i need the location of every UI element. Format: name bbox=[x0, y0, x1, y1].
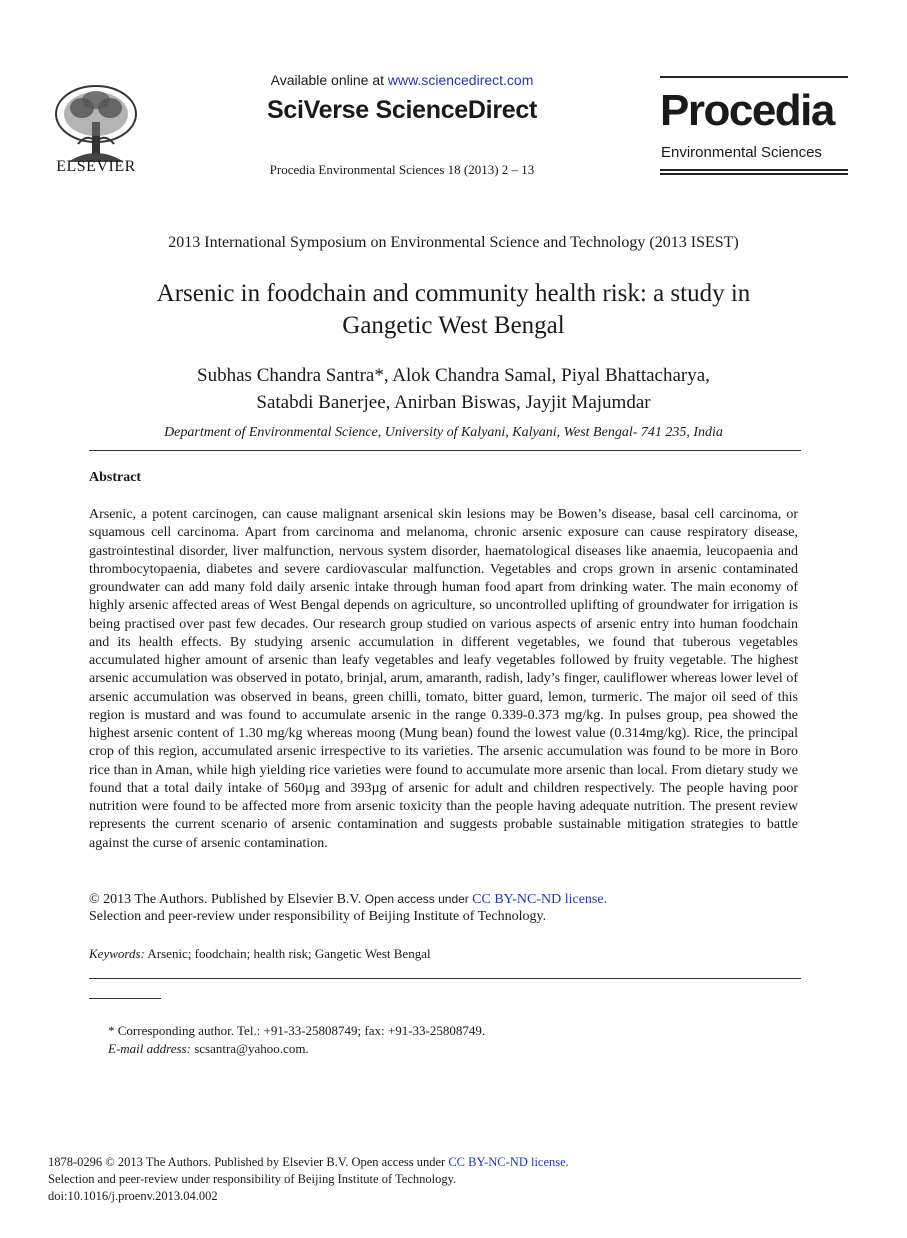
affiliation: Department of Environmental Science, University of Kalyani, Kalyani, West Bengal- 741 235, India bbox=[164, 425, 723, 440]
keywords-label: Keywords: bbox=[89, 946, 145, 961]
copyright-notice bbox=[89, 891, 798, 925]
bottom-notice bbox=[48, 1154, 828, 1205]
paper-title bbox=[90, 278, 817, 342]
email-line bbox=[108, 1040, 798, 1058]
journal-reference: Procedia Environmental Sciences 18 (2013) 2 – 13 bbox=[269, 162, 535, 177]
abstract-body: Arsenic, a potent carcinogen, can cause malignant arsenical skin lesions may be Bowen’s disease, basal cell carcinoma, or squamous cell carcinoma. Apart from carcinoma and melanoma, chronic arsenic exposure can cause respiratory disease, gastrointestinal disorder, liver malfunction, nervous system disorder, haematological diseases like anaemia, leucopaenia and thrombocytopaenia, diabetes and severe cardiovascular malfunction. Vegetables and crops grown in arsenic contaminated groundwater can add many fold daily arsenic intake through human food apart from drinking water. The main economy of highly arsenic affected areas of West Bengal depends on agriculture, so uncontrolled uplifting of groundwater for irrigation is being practised over past few decades. Our research group studied on various aspects of arsenic entry into human foodchain and its health effects. By studying arsenic accumulation in different vegetables, we found that tuberous vegetables accumulated higher amount of arsenic than leafy vegetables and leafy vegetables followed by fruity vegetable. The highest arsenic accumulation was observed in potato, brinjal, arum, amaranth, radish, lady’s finger, cauliflower whereas lower level of arsenic accumulation was observed in beans, green chilli, tomato, bitter guard, lemon, turmeric. The major oil seed of this region is mustard and was found to accumulate arsenic in the range 0.339-0.373 mg/kg. In pulses group, pea showed the highest arsenic content of 1.30 mg/kg whereas moong (Mung bean) found the lowest value (0.314mg/kg). Rice, the principal crop of this region, accumulated arsenic irrespective to its varieties. The arsenic accumulation was found to be more in Boro rice than in Aman, while high yielding rice varieties were found to accumulate more arsenic than local. From dietary study we found that a total daily intake of 560µg and 393µg of arsenic for adult and children respectively. The people having poor nutrition were found to be affected more from arsenic toxicity than the people having adequate nutrition. The present review represents the current scenario of arsenic contamination and suggests probable sustainable mitigation strategies to battle against the curse of arsenic contamination. bbox=[89, 507, 798, 851]
conference-name: 2013 International Symposium on Environmental Science and Technology (2013 ISEST) bbox=[168, 234, 739, 251]
peer-review-line: Selection and peer-review under responsibility of Beijing Institute of Technology. bbox=[48, 1172, 457, 1186]
procedia-bottom-rule bbox=[660, 173, 848, 175]
available-prefix: Available online at bbox=[270, 72, 388, 88]
procedia-top-rule bbox=[660, 76, 848, 78]
copyright-line bbox=[89, 891, 798, 908]
procedia-bottom-rule bbox=[660, 169, 848, 171]
email-address[interactable]: scsantra@yahoo.com. bbox=[190, 1041, 309, 1056]
available-online bbox=[200, 72, 604, 88]
license-link[interactable]: CC BY-NC-ND license. bbox=[472, 892, 608, 907]
authors bbox=[90, 362, 817, 416]
procedia-wordmark: Procedia bbox=[660, 86, 834, 135]
authors-line: Subhas Chandra Santra*, Alok Chandra Samal, Piyal Bhattacharya, bbox=[197, 365, 710, 386]
issn-line bbox=[48, 1154, 828, 1171]
open-access-text: Open access under bbox=[351, 1155, 449, 1169]
authors-line: Satabdi Banerjee, Anirban Biswas, Jayjit Majumdar bbox=[256, 392, 651, 413]
footnote-rule bbox=[89, 998, 161, 999]
keywords bbox=[89, 946, 798, 962]
title-line: Arsenic in foodchain and community health risk: a study in bbox=[156, 280, 751, 307]
keywords-text: Arsenic; foodchain; health risk; Gangetic West Bengal bbox=[144, 946, 431, 961]
copyright-text: © 2013 The Authors. Published by Elsevier B.V. bbox=[89, 892, 365, 907]
peer-review-line: Selection and peer-review under responsibility of Beijing Institute of Technology. bbox=[89, 909, 547, 924]
elsevier-wordmark: ELSEVIER bbox=[56, 158, 136, 175]
email-label: E-mail address: bbox=[108, 1041, 191, 1056]
divider bbox=[89, 450, 801, 451]
procedia-subtitle: Environmental Sciences bbox=[661, 144, 822, 161]
divider bbox=[89, 978, 801, 979]
issn-text: 1878-0296 © 2013 The Authors. Published by Elsevier B.V. bbox=[48, 1155, 352, 1169]
license-link[interactable]: CC BY-NC-ND license. bbox=[448, 1155, 569, 1169]
footnote bbox=[108, 1022, 798, 1058]
open-access-text: Open access under bbox=[364, 892, 473, 906]
abstract-heading: Abstract bbox=[89, 470, 142, 485]
doi[interactable]: doi:10.1016/j.proenv.2013.04.002 bbox=[48, 1189, 218, 1203]
title-line: Gangetic West Bengal bbox=[342, 312, 565, 339]
corresponding-author: * Corresponding author. Tel.: +91-33-25808749; fax: +91-33-25808749. bbox=[108, 1023, 486, 1038]
sciencedirect-link[interactable]: www.sciencedirect.com bbox=[387, 72, 534, 88]
sciverse-logo: SciVerse ScienceDirect bbox=[267, 96, 537, 124]
procedia-logo bbox=[660, 76, 848, 176]
